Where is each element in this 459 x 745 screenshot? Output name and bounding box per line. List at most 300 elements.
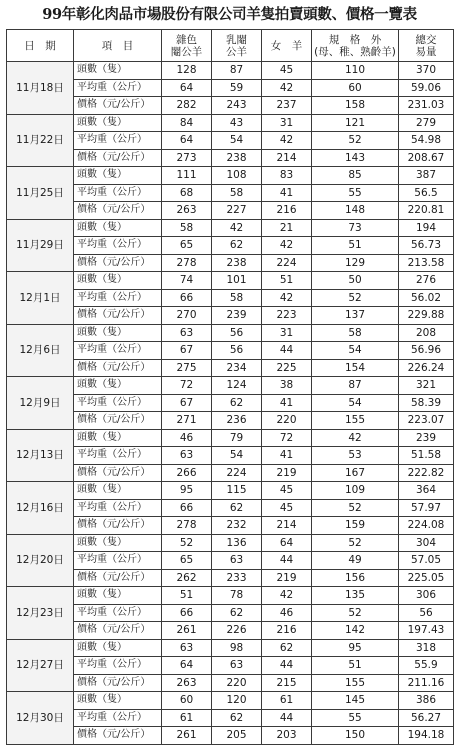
date-cell: 12月27日 xyxy=(7,639,74,692)
count-row xyxy=(7,587,454,605)
date-cell: 11月18日 xyxy=(7,62,74,115)
value-total: 54.98 xyxy=(399,132,454,150)
count-row xyxy=(7,639,454,657)
item-label: 頭數（隻） xyxy=(74,377,162,395)
item-label: 平均重（公斤） xyxy=(74,237,162,255)
value-total: 225.05 xyxy=(399,569,454,587)
value-dairy: 226 xyxy=(212,622,262,640)
price-row xyxy=(7,674,454,692)
value-total: 55.9 xyxy=(399,657,454,675)
item-label: 平均重（公斤） xyxy=(74,132,162,150)
value-female: 225 xyxy=(262,359,312,377)
value-other: 158 xyxy=(312,97,399,115)
value-dairy: 42 xyxy=(212,219,262,237)
avg-weight-row xyxy=(7,237,454,255)
value-other: 142 xyxy=(312,622,399,640)
value-mixed: 64 xyxy=(162,657,212,675)
header-other xyxy=(312,30,399,62)
avg-weight-row xyxy=(7,657,454,675)
price-row xyxy=(7,254,454,272)
value-other: 129 xyxy=(312,254,399,272)
item-label: 平均重（公斤） xyxy=(74,289,162,307)
value-total: 370 xyxy=(399,62,454,80)
price-row xyxy=(7,569,454,587)
table-body xyxy=(7,62,454,745)
value-total: 56.73 xyxy=(399,237,454,255)
value-female: 216 xyxy=(262,202,312,220)
value-dairy: 54 xyxy=(212,447,262,465)
value-mixed: 66 xyxy=(162,289,212,307)
item-label: 價格（元/公斤） xyxy=(74,254,162,272)
date-cell: 11月29日 xyxy=(7,219,74,272)
value-mixed: 261 xyxy=(162,622,212,640)
header-dairy-line2: 公羊 xyxy=(226,45,247,58)
count-row xyxy=(7,219,454,237)
value-other: 156 xyxy=(312,569,399,587)
item-label: 頭數（隻） xyxy=(74,114,162,132)
value-other: 52 xyxy=(312,289,399,307)
count-row xyxy=(7,167,454,185)
value-other: 49 xyxy=(312,552,399,570)
value-female: 83 xyxy=(262,167,312,185)
value-dairy: 205 xyxy=(212,727,262,745)
item-label: 價格（元/公斤） xyxy=(74,727,162,745)
value-mixed: 282 xyxy=(162,97,212,115)
value-dairy: 62 xyxy=(212,709,262,727)
value-dairy: 224 xyxy=(212,464,262,482)
value-dairy: 78 xyxy=(212,587,262,605)
value-dairy: 115 xyxy=(212,482,262,500)
value-mixed: 278 xyxy=(162,254,212,272)
count-row xyxy=(7,534,454,552)
header-row xyxy=(7,30,454,62)
value-female: 219 xyxy=(262,464,312,482)
item-label: 頭數（隻） xyxy=(74,167,162,185)
value-other: 135 xyxy=(312,587,399,605)
value-total: 56 xyxy=(399,604,454,622)
value-mixed: 60 xyxy=(162,692,212,710)
value-female: 44 xyxy=(262,342,312,360)
value-female: 41 xyxy=(262,447,312,465)
item-label: 平均重（公斤） xyxy=(74,604,162,622)
value-total: 57.05 xyxy=(399,552,454,570)
item-label: 平均重（公斤） xyxy=(74,342,162,360)
value-other: 95 xyxy=(312,639,399,657)
date-cell: 12月9日 xyxy=(7,377,74,430)
item-label: 價格（元/公斤） xyxy=(74,412,162,430)
value-mixed: 275 xyxy=(162,359,212,377)
date-cell: 12月16日 xyxy=(7,482,74,535)
value-mixed: 66 xyxy=(162,499,212,517)
value-mixed: 266 xyxy=(162,464,212,482)
count-row xyxy=(7,692,454,710)
avg-weight-row xyxy=(7,604,454,622)
item-label: 價格（元/公斤） xyxy=(74,202,162,220)
value-other: 121 xyxy=(312,114,399,132)
date-cell: 12月30日 xyxy=(7,692,74,745)
value-mixed: 58 xyxy=(162,219,212,237)
value-mixed: 51 xyxy=(162,587,212,605)
value-other: 54 xyxy=(312,342,399,360)
value-total: 226.24 xyxy=(399,359,454,377)
value-female: 51 xyxy=(262,272,312,290)
value-female: 42 xyxy=(262,132,312,150)
item-label: 價格（元/公斤） xyxy=(74,517,162,535)
count-row xyxy=(7,272,454,290)
value-other: 52 xyxy=(312,132,399,150)
value-other: 60 xyxy=(312,79,399,97)
price-row xyxy=(7,727,454,745)
value-mixed: 262 xyxy=(162,569,212,587)
header-total-line2: 易量 xyxy=(415,45,437,58)
value-total: 364 xyxy=(399,482,454,500)
item-label: 平均重（公斤） xyxy=(74,657,162,675)
value-total: 211.16 xyxy=(399,674,454,692)
value-total: 194.18 xyxy=(399,727,454,745)
value-dairy: 63 xyxy=(212,552,262,570)
item-label: 頭數（隻） xyxy=(74,219,162,237)
value-total: 57.97 xyxy=(399,499,454,517)
price-row xyxy=(7,412,454,430)
date-cell: 12月20日 xyxy=(7,534,74,587)
value-total: 58.39 xyxy=(399,394,454,412)
item-label: 頭數（隻） xyxy=(74,272,162,290)
item-label: 頭數（隻） xyxy=(74,639,162,657)
value-total: 208 xyxy=(399,324,454,342)
price-row xyxy=(7,622,454,640)
price-row xyxy=(7,517,454,535)
value-dairy: 101 xyxy=(212,272,262,290)
value-mixed: 84 xyxy=(162,114,212,132)
value-female: 216 xyxy=(262,622,312,640)
item-label: 頭數（隻） xyxy=(74,324,162,342)
value-other: 52 xyxy=(312,604,399,622)
value-female: 64 xyxy=(262,534,312,552)
date-cell: 11月25日 xyxy=(7,167,74,220)
value-mixed: 65 xyxy=(162,237,212,255)
value-mixed: 61 xyxy=(162,709,212,727)
item-label: 價格（元/公斤） xyxy=(74,97,162,115)
value-dairy: 87 xyxy=(212,62,262,80)
value-other: 167 xyxy=(312,464,399,482)
value-mixed: 64 xyxy=(162,132,212,150)
value-total: 51.58 xyxy=(399,447,454,465)
item-label: 頭數（隻） xyxy=(74,62,162,80)
price-row xyxy=(7,202,454,220)
avg-weight-row xyxy=(7,394,454,412)
value-dairy: 58 xyxy=(212,184,262,202)
item-label: 價格（元/公斤） xyxy=(74,674,162,692)
value-other: 50 xyxy=(312,272,399,290)
value-total: 386 xyxy=(399,692,454,710)
value-dairy: 239 xyxy=(212,307,262,325)
header-other-line2: (母、稚、熟齡羊) xyxy=(314,45,396,58)
value-mixed: 65 xyxy=(162,552,212,570)
value-female: 214 xyxy=(262,517,312,535)
value-total: 220.81 xyxy=(399,202,454,220)
value-mixed: 95 xyxy=(162,482,212,500)
value-dairy: 124 xyxy=(212,377,262,395)
value-dairy: 62 xyxy=(212,394,262,412)
value-female: 215 xyxy=(262,674,312,692)
value-other: 73 xyxy=(312,219,399,237)
value-other: 148 xyxy=(312,202,399,220)
price-row xyxy=(7,359,454,377)
header-mixed xyxy=(162,30,212,62)
header-item: 項 目 xyxy=(74,30,162,62)
value-mixed: 67 xyxy=(162,394,212,412)
value-female: 41 xyxy=(262,184,312,202)
value-other: 51 xyxy=(312,657,399,675)
item-label: 頭數（隻） xyxy=(74,482,162,500)
page-title: 99年彰化肉品市場股份有限公司羊隻拍賣頭數、價格一覽表 xyxy=(42,6,417,23)
value-other: 143 xyxy=(312,149,399,167)
value-total: 224.08 xyxy=(399,517,454,535)
value-dairy: 108 xyxy=(212,167,262,185)
value-dairy: 234 xyxy=(212,359,262,377)
item-label: 平均重（公斤） xyxy=(74,709,162,727)
value-total: 321 xyxy=(399,377,454,395)
value-female: 31 xyxy=(262,114,312,132)
value-other: 155 xyxy=(312,674,399,692)
value-dairy: 43 xyxy=(212,114,262,132)
value-total: 56.96 xyxy=(399,342,454,360)
value-mixed: 74 xyxy=(162,272,212,290)
item-label: 價格（元/公斤） xyxy=(74,464,162,482)
value-other: 154 xyxy=(312,359,399,377)
value-other: 52 xyxy=(312,499,399,517)
value-mixed: 52 xyxy=(162,534,212,552)
value-dairy: 236 xyxy=(212,412,262,430)
item-label: 價格（元/公斤） xyxy=(74,307,162,325)
avg-weight-row xyxy=(7,709,454,727)
value-total: 194 xyxy=(399,219,454,237)
header-dairy-line1: 乳閹 xyxy=(226,33,247,46)
value-dairy: 62 xyxy=(212,604,262,622)
value-other: 58 xyxy=(312,324,399,342)
value-dairy: 59 xyxy=(212,79,262,97)
value-female: 41 xyxy=(262,394,312,412)
value-female: 223 xyxy=(262,307,312,325)
value-other: 42 xyxy=(312,429,399,447)
value-mixed: 72 xyxy=(162,377,212,395)
value-dairy: 56 xyxy=(212,324,262,342)
value-other: 159 xyxy=(312,517,399,535)
value-other: 54 xyxy=(312,394,399,412)
value-other: 137 xyxy=(312,307,399,325)
item-label: 平均重（公斤） xyxy=(74,394,162,412)
avg-weight-row xyxy=(7,499,454,517)
value-female: 31 xyxy=(262,324,312,342)
value-total: 56.27 xyxy=(399,709,454,727)
value-female: 21 xyxy=(262,219,312,237)
value-total: 239 xyxy=(399,429,454,447)
avg-weight-row xyxy=(7,79,454,97)
count-row xyxy=(7,114,454,132)
header-total xyxy=(399,30,454,62)
value-total: 304 xyxy=(399,534,454,552)
item-label: 平均重（公斤） xyxy=(74,499,162,517)
value-dairy: 120 xyxy=(212,692,262,710)
value-dairy: 238 xyxy=(212,149,262,167)
value-dairy: 232 xyxy=(212,517,262,535)
item-label: 價格（元/公斤） xyxy=(74,149,162,167)
item-label: 頭數（隻） xyxy=(74,692,162,710)
value-dairy: 243 xyxy=(212,97,262,115)
avg-weight-row xyxy=(7,447,454,465)
value-other: 150 xyxy=(312,727,399,745)
value-female: 42 xyxy=(262,79,312,97)
value-dairy: 238 xyxy=(212,254,262,272)
value-female: 62 xyxy=(262,639,312,657)
value-female: 44 xyxy=(262,657,312,675)
date-cell: 12月13日 xyxy=(7,429,74,482)
value-female: 46 xyxy=(262,604,312,622)
value-total: 213.58 xyxy=(399,254,454,272)
value-other: 51 xyxy=(312,237,399,255)
value-female: 45 xyxy=(262,62,312,80)
value-dairy: 227 xyxy=(212,202,262,220)
value-dairy: 63 xyxy=(212,657,262,675)
value-mixed: 263 xyxy=(162,202,212,220)
value-dairy: 136 xyxy=(212,534,262,552)
value-other: 52 xyxy=(312,534,399,552)
value-other: 155 xyxy=(312,412,399,430)
value-female: 42 xyxy=(262,289,312,307)
avg-weight-row xyxy=(7,289,454,307)
value-mixed: 273 xyxy=(162,149,212,167)
value-other: 87 xyxy=(312,377,399,395)
value-mixed: 63 xyxy=(162,324,212,342)
item-label: 平均重（公斤） xyxy=(74,447,162,465)
value-dairy: 62 xyxy=(212,237,262,255)
value-other: 110 xyxy=(312,62,399,80)
value-total: 208.67 xyxy=(399,149,454,167)
value-total: 318 xyxy=(399,639,454,657)
value-total: 56.02 xyxy=(399,289,454,307)
value-dairy: 233 xyxy=(212,569,262,587)
value-dairy: 98 xyxy=(212,639,262,657)
value-female: 42 xyxy=(262,237,312,255)
avg-weight-row xyxy=(7,552,454,570)
item-label: 平均重（公斤） xyxy=(74,552,162,570)
value-total: 56.5 xyxy=(399,184,454,202)
count-row xyxy=(7,429,454,447)
value-other: 53 xyxy=(312,447,399,465)
header-female: 女 羊 xyxy=(262,30,312,62)
item-label: 平均重（公斤） xyxy=(74,79,162,97)
avg-weight-row xyxy=(7,184,454,202)
item-label: 平均重（公斤） xyxy=(74,184,162,202)
item-label: 頭數（隻） xyxy=(74,429,162,447)
value-mixed: 128 xyxy=(162,62,212,80)
header-mixed-line1: 雜色 xyxy=(176,33,197,46)
item-label: 頭數（隻） xyxy=(74,587,162,605)
count-row xyxy=(7,324,454,342)
value-female: 203 xyxy=(262,727,312,745)
price-row xyxy=(7,97,454,115)
value-female: 38 xyxy=(262,377,312,395)
date-cell: 12月23日 xyxy=(7,587,74,640)
avg-weight-row xyxy=(7,342,454,360)
value-total: 231.03 xyxy=(399,97,454,115)
value-total: 276 xyxy=(399,272,454,290)
value-total: 387 xyxy=(399,167,454,185)
value-female: 45 xyxy=(262,482,312,500)
value-female: 42 xyxy=(262,587,312,605)
value-other: 109 xyxy=(312,482,399,500)
value-female: 214 xyxy=(262,149,312,167)
auction-table xyxy=(6,29,454,745)
value-mixed: 66 xyxy=(162,604,212,622)
value-other: 55 xyxy=(312,709,399,727)
value-mixed: 271 xyxy=(162,412,212,430)
header-date: 日 期 xyxy=(7,30,74,62)
auction-table-container xyxy=(6,29,453,745)
value-female: 44 xyxy=(262,552,312,570)
value-mixed: 64 xyxy=(162,79,212,97)
price-row xyxy=(7,307,454,325)
value-female: 219 xyxy=(262,569,312,587)
value-total: 197.43 xyxy=(399,622,454,640)
value-female: 220 xyxy=(262,412,312,430)
item-label: 價格（元/公斤） xyxy=(74,622,162,640)
value-mixed: 68 xyxy=(162,184,212,202)
value-total: 229.88 xyxy=(399,307,454,325)
value-total: 306 xyxy=(399,587,454,605)
count-row xyxy=(7,377,454,395)
item-label: 頭數（隻） xyxy=(74,534,162,552)
value-female: 44 xyxy=(262,709,312,727)
date-cell: 12月6日 xyxy=(7,324,74,377)
value-dairy: 220 xyxy=(212,674,262,692)
value-dairy: 56 xyxy=(212,342,262,360)
value-female: 61 xyxy=(262,692,312,710)
value-other: 145 xyxy=(312,692,399,710)
price-row xyxy=(7,464,454,482)
count-row xyxy=(7,62,454,80)
value-dairy: 79 xyxy=(212,429,262,447)
value-mixed: 111 xyxy=(162,167,212,185)
value-dairy: 54 xyxy=(212,132,262,150)
count-row xyxy=(7,482,454,500)
value-total: 59.06 xyxy=(399,79,454,97)
value-mixed: 263 xyxy=(162,674,212,692)
value-female: 72 xyxy=(262,429,312,447)
value-female: 45 xyxy=(262,499,312,517)
value-dairy: 58 xyxy=(212,289,262,307)
header-other-line1: 規 格 外 xyxy=(328,33,382,46)
value-total: 279 xyxy=(399,114,454,132)
value-female: 224 xyxy=(262,254,312,272)
value-mixed: 63 xyxy=(162,447,212,465)
item-label: 價格（元/公斤） xyxy=(74,569,162,587)
value-female: 237 xyxy=(262,97,312,115)
date-cell: 11月22日 xyxy=(7,114,74,167)
header-mixed-line2: 閹公羊 xyxy=(170,45,203,58)
value-other: 55 xyxy=(312,184,399,202)
value-dairy: 62 xyxy=(212,499,262,517)
value-mixed: 270 xyxy=(162,307,212,325)
date-cell: 12月1日 xyxy=(7,272,74,325)
value-other: 85 xyxy=(312,167,399,185)
header-dairy xyxy=(212,30,262,62)
avg-weight-row xyxy=(7,132,454,150)
value-mixed: 278 xyxy=(162,517,212,535)
item-label: 價格（元/公斤） xyxy=(74,359,162,377)
value-mixed: 46 xyxy=(162,429,212,447)
value-mixed: 67 xyxy=(162,342,212,360)
